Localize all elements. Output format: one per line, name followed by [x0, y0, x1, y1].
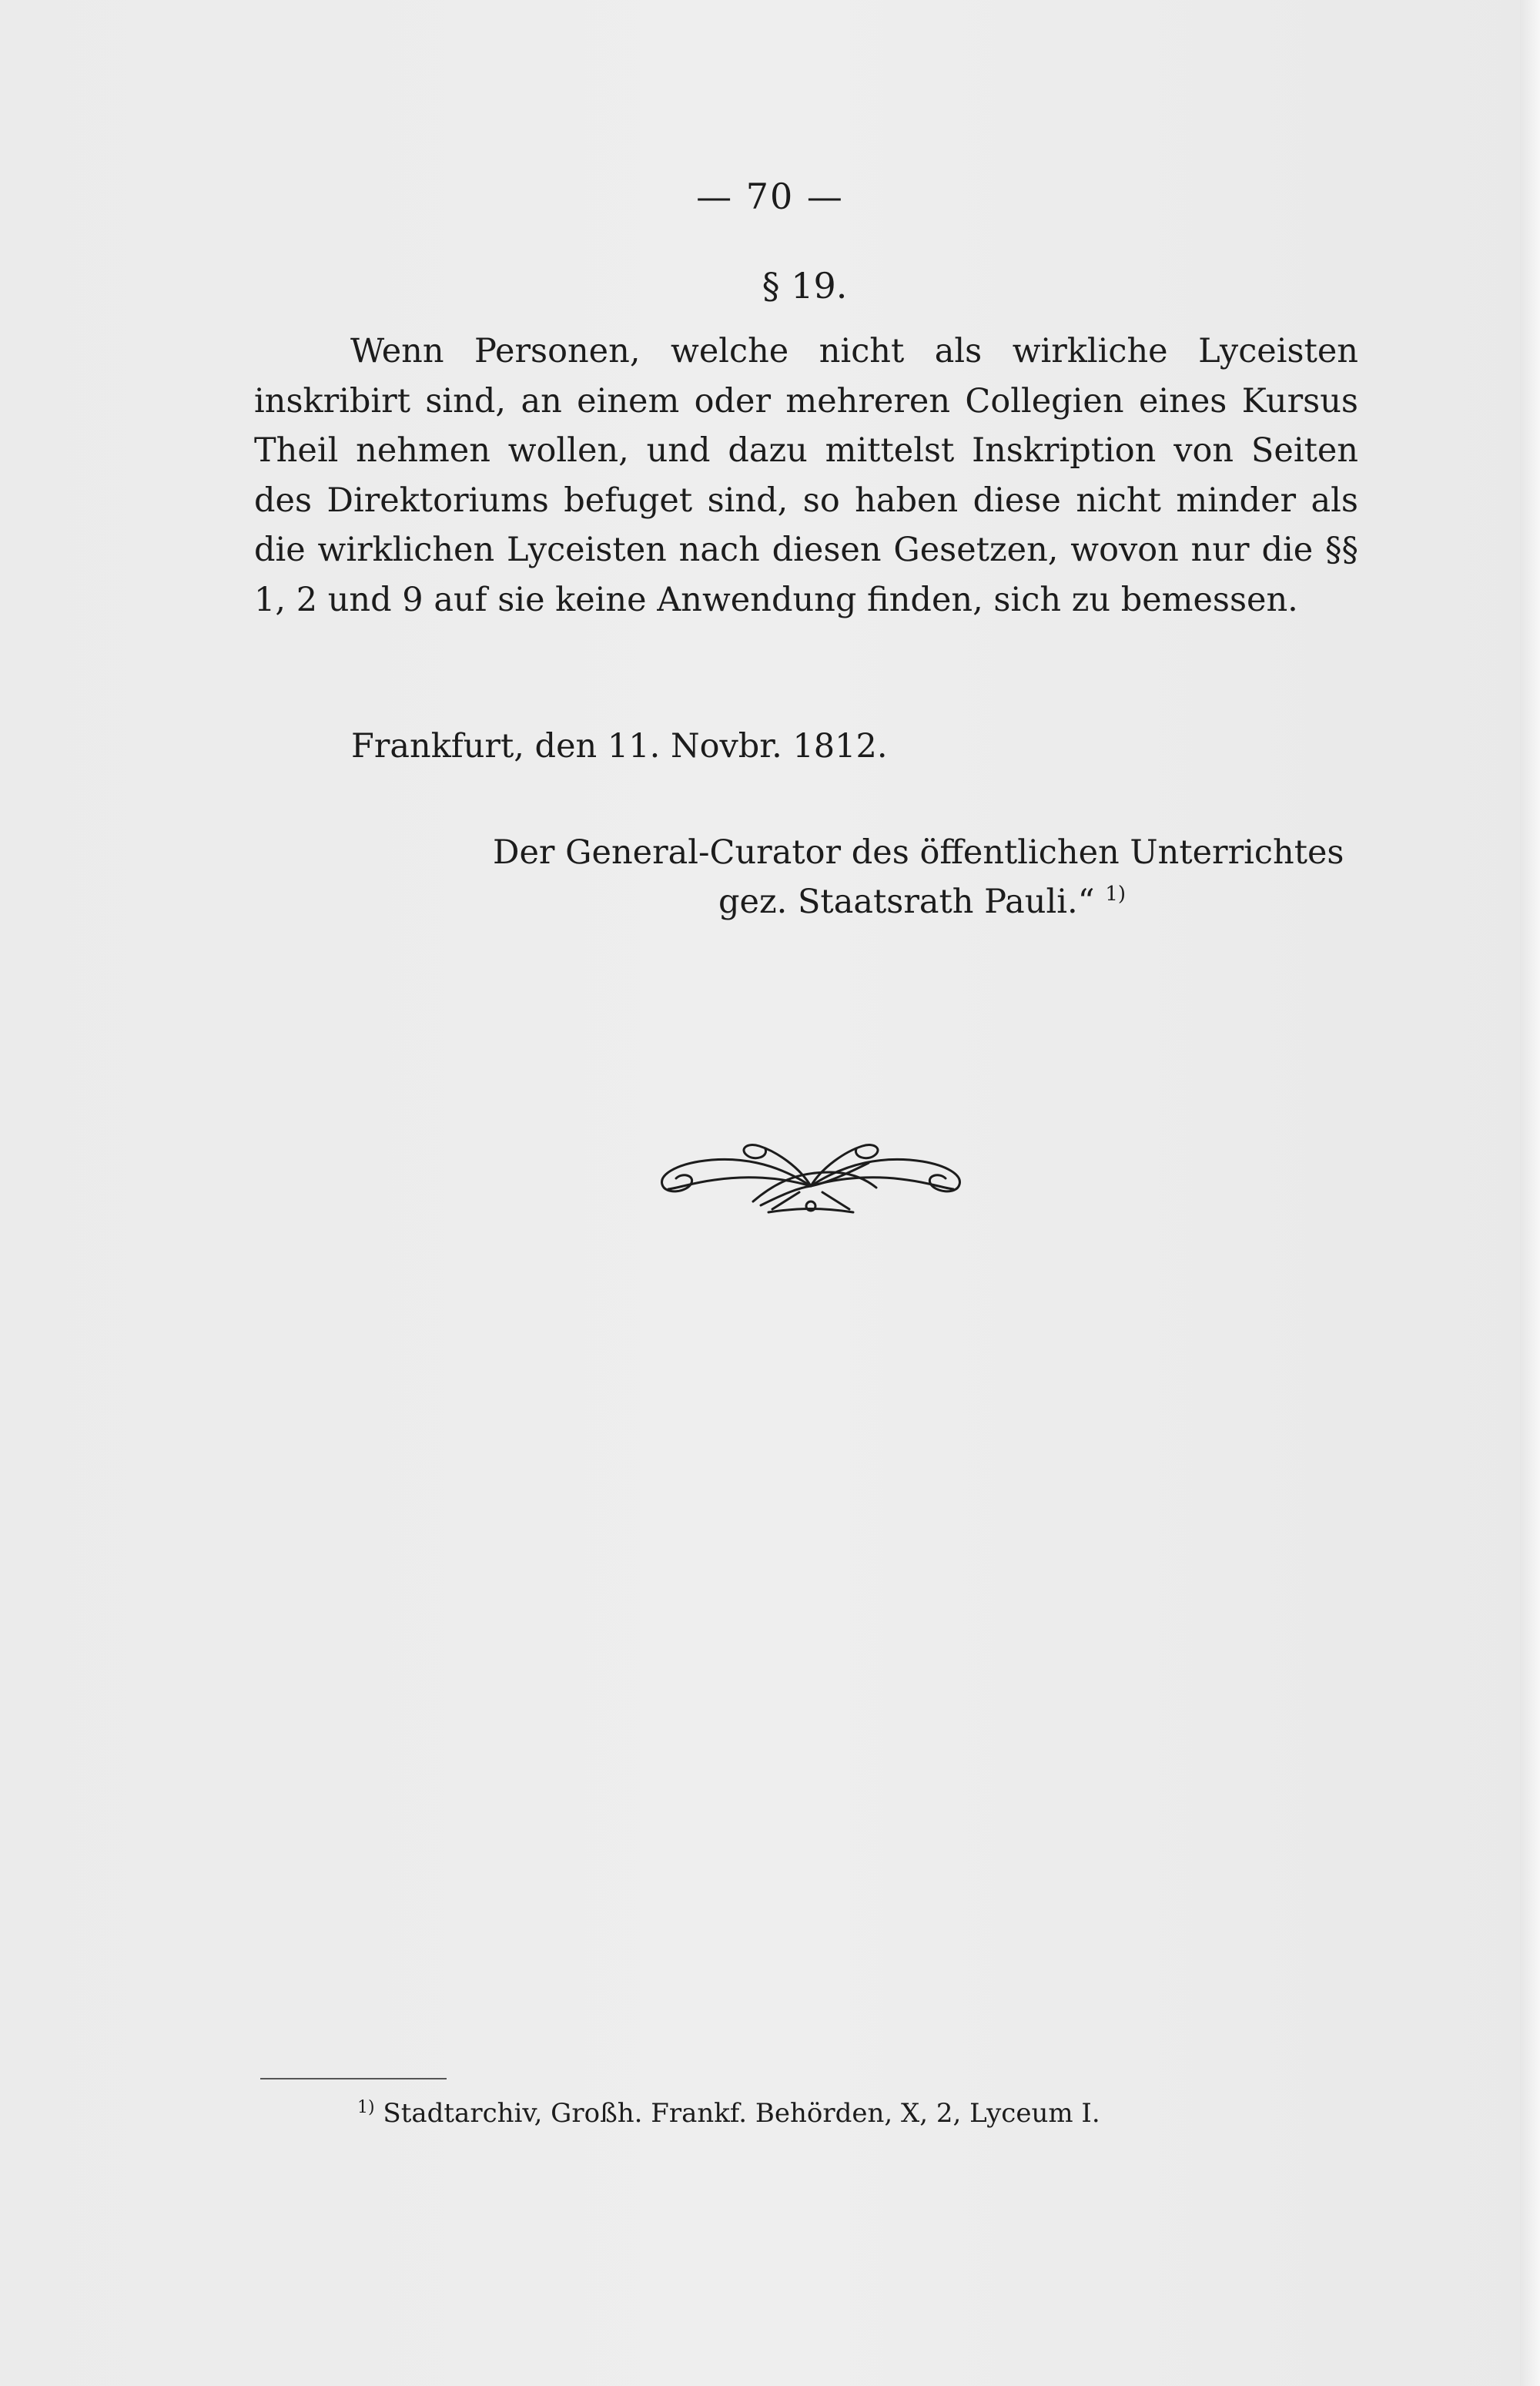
footnote-text: Stadtarchiv, Großh. Frankf. Behörden, X, 2, Lyceum I. [383, 2098, 1100, 2129]
art-nouveau-ornament-icon [645, 1132, 976, 1225]
signature-block [718, 883, 1126, 921]
body-paragraph: Wenn Personen, welche nicht als wirkliche Lyceisten inskribirt sind, an einem oder mehreren Collegien eines Kursus Theil nehmen wollen, und dazu mittelst Inskription von Seiten des Direktoriums befuget sind, so haben diese nicht minder als die wirklichen Lyceisten nach diesen Gesetzen, wovon nur die §§ 1, 2 und 9 auf sie keine Anwendung finden, sich zu bemessen. [254, 332, 1358, 619]
page-number: — 70 — [696, 176, 844, 217]
footnote [357, 2098, 1100, 2129]
signature-title: Der General-Curator des öffentlichen Unterrichtes [493, 833, 1344, 872]
page-edge [1520, 0, 1540, 2386]
signature-name: gez. Staatsrath Pauli.“ [718, 883, 1095, 921]
footnote-marker: 1) [357, 2098, 375, 2117]
footnote-divider [260, 2078, 447, 2079]
section-heading: § 19. [762, 265, 848, 307]
footnote-reference: 1) [1105, 883, 1127, 906]
date-line: Frankfurt, den 11. Novbr. 1812. [351, 727, 888, 766]
